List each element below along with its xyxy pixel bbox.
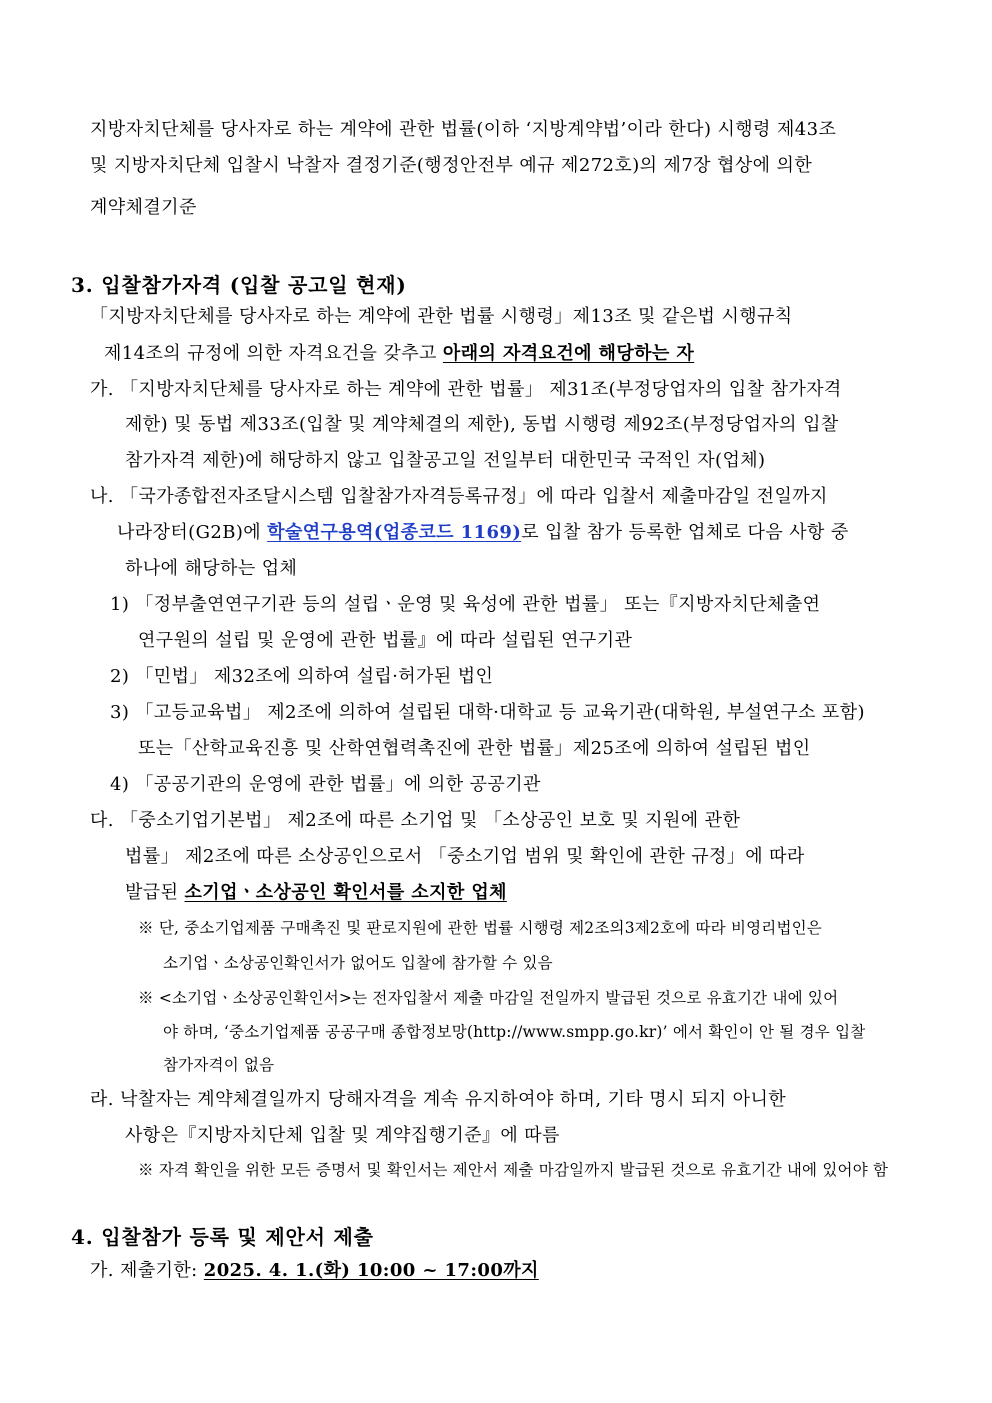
item-da-line-3-pre: 발급된 — [125, 882, 185, 903]
note-1-line-2: 소기업ㆍ소상공인확인서가 없어도 입찰에 참가할 수 있음 — [163, 954, 553, 972]
note-1-line-1: ※ 단, 중소기업제품 구매촉진 및 판로지원에 관한 법률 시행령 제2조의3제2호에 따라 비영리법인은 — [138, 919, 822, 937]
item-na-line-2-pre: 나라장터(G2B)에 — [117, 522, 268, 543]
item-ga-line-3: 참가자격 제한)에 해당하지 않고 입찰공고일 전일부터 대한민국 국적인 자(업체) — [125, 450, 766, 471]
sub-item-4: 4) 「공공기관의 운영에 관한 법률」에 의한 공공기관 — [110, 774, 541, 795]
intro-line-3: 계약체결기준 — [90, 197, 197, 218]
item-ra-line-1: 라. 낙찰자는 계약체결일까지 당해자격을 계속 유지하여야 하며, 기타 명시 되지 아니한 — [90, 1089, 787, 1110]
item-ga-line-1: 가. 「지방자치단체를 당사자로 하는 계약에 관한 법률」 제31조(부정당업자의 입찰 참가자격 — [90, 379, 842, 400]
section-4-heading: 4. 입찰참가 등록 및 제안서 제출 — [71, 1225, 374, 1249]
item-ra-note: ※ 자격 확인을 위한 모든 증명서 및 확인서는 제안서 제출 마감일까지 발급된 것으로 유효기간 내에 있어야 함 — [138, 1161, 889, 1179]
submission-deadline-value: 2025. 4. 1.(화) 10:00 ~ 17:00까지 — [203, 1260, 539, 1281]
sub-item-1-line-2: 연구원의 설립 및 운영에 관한 법률』에 따라 설립된 연구기관 — [138, 630, 633, 651]
sub-item-2: 2) 「민법」 제32조에 의하여 설립·허가된 법인 — [110, 666, 494, 687]
section-3-desc-line-2 — [104, 345, 694, 363]
note-2-line-2: 야 하며, ‘중소기업제품 공공구매 종합정보망(http://www.smpp.go.kr)’ 에서 확인이 안 될 경우 입찰 — [163, 1023, 866, 1041]
item-na-line-1: 나. 「국가종합전자조달시스템 입찰참가자격등록규정」에 따라 입찰서 제출마감일 전일까지 — [90, 486, 828, 507]
item-na-line-2 — [117, 524, 849, 542]
submission-deadline-label: 가. 제출기한: — [90, 1260, 204, 1281]
section-3-desc-line-1: 「지방자치단체를 당사자로 하는 계약에 관한 법률 시행령」제13조 및 같은법 시행규칙 — [90, 306, 793, 327]
certificate-emphasis: 소기업ㆍ소상공인 확인서를 소지한 업체 — [184, 882, 507, 903]
intro-line-1: 지방자치단체를 당사자로 하는 계약에 관한 법률(이하 ‘지방계약법’이라 한다) 시행령 제43조 — [90, 119, 837, 140]
item-ra-line-2: 사항은『지방자치단체 입찰 및 계약집행기준』에 따름 — [125, 1125, 560, 1146]
business-code-emphasis: 학술연구용역(업종코드 1169) — [267, 522, 522, 543]
section-3-desc-line-2-text: 제14조의 규정에 의한 자격요건을 갖추고 — [104, 343, 443, 364]
item-da-line-2: 법률」 제2조에 따른 소상공인으로서 「중소기업 범위 및 확인에 관한 규정」에 따라 — [125, 846, 805, 867]
item-na-line-2-post: 로 입찰 참가 등록한 업체로 다음 사항 중 — [521, 522, 849, 543]
note-2-line-3: 참가자격이 없음 — [163, 1056, 275, 1074]
item-na-line-3: 하나에 해당하는 업체 — [125, 558, 298, 579]
section-3-qualification-emphasis: 아래의 자격요건에 해당하는 자 — [442, 343, 695, 364]
item-da-line-1: 다. 「중소기업기본법」 제2조에 따른 소기업 및 「소상공인 보호 및 지원에 관한 — [90, 810, 741, 831]
note-2-line-1: ※ <소기업ㆍ소상공인확인서>는 전자입찰서 제출 마감일 전일까지 발급된 것으로 유효기간 내에 있어 — [138, 989, 839, 1007]
item-ga-line-2: 제한) 및 동법 제33조(입찰 및 계약체결의 제한), 동법 시행령 제92조(부정당업자의 입찰 — [125, 414, 839, 435]
sub-item-3-line-1: 3) 「고등교육법」 제2조에 의하여 설립된 대학·대학교 등 교육기관(대학원, 부설연구소 포함) — [110, 702, 865, 723]
section-3-heading: 3. 입찰참가자격 (입찰 공고일 현재) — [71, 273, 407, 297]
item-da-line-3 — [125, 884, 507, 902]
submission-deadline — [90, 1262, 539, 1280]
sub-item-3-line-2: 또는「산학교육진흥 및 산학연협력촉진에 관한 법률」제25조에 의하여 설립된 법인 — [138, 738, 811, 759]
intro-line-2: 및 지방자치단체 입찰시 낙찰자 결정기준(행정안전부 예규 제272호)의 제7장 협상에 의한 — [90, 155, 813, 176]
sub-item-1-line-1: 1) 「정부출연연구기관 등의 설립ㆍ운영 및 육성에 관한 법률」 또는『지방자치단체출연 — [110, 594, 821, 615]
